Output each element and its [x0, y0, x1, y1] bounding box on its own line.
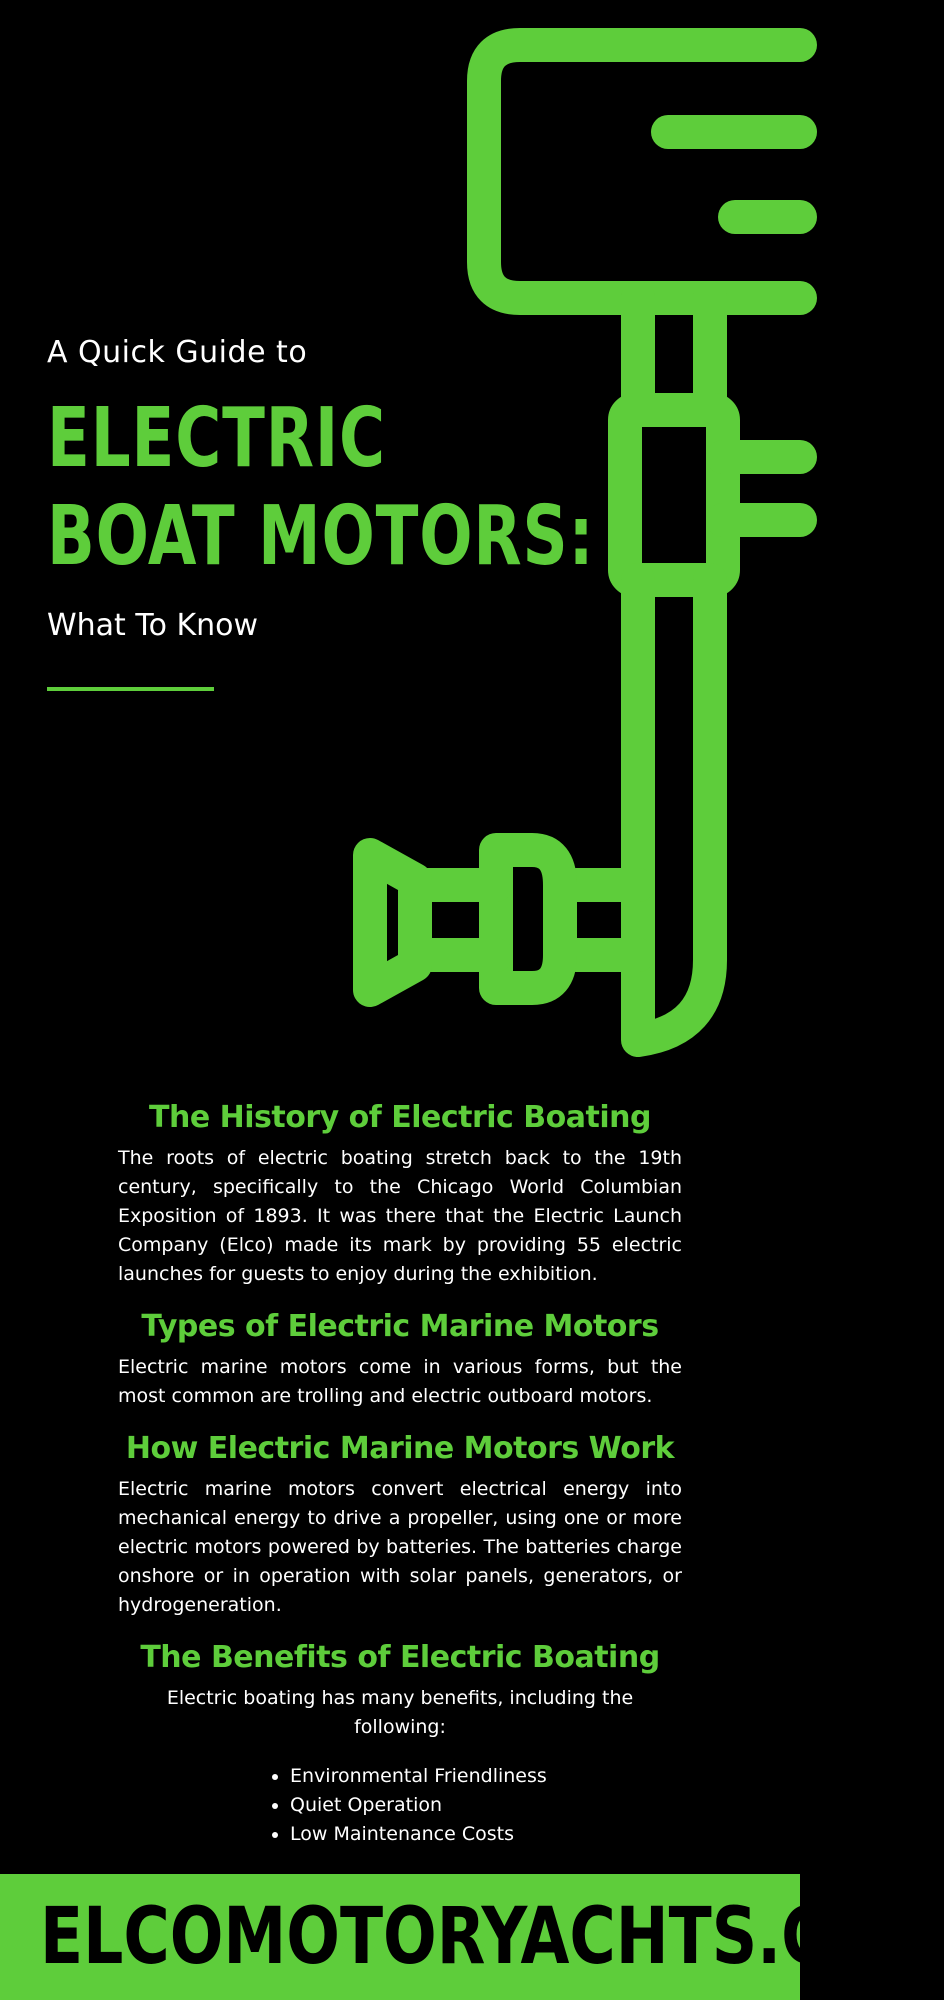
hero-subtitle: What To Know [47, 608, 259, 643]
hero-title [47, 390, 595, 586]
hero [47, 335, 607, 691]
hero-title-line1: ELECTRIC [47, 391, 386, 486]
list-item: • Low Maintenance Costs [290, 1820, 682, 1849]
footer-banner [0, 1874, 944, 2000]
section-heading: The History of Electric Boating [149, 1100, 651, 1135]
list-item: • Environmental Friendliness [290, 1762, 682, 1791]
hero-divider [47, 687, 214, 691]
section-benefits [118, 1638, 682, 1849]
section-history [118, 1098, 682, 1289]
section-heading: Types of Electric Marine Motors [141, 1309, 659, 1344]
hero-title-line2: BOAT MOTORS: [47, 489, 595, 584]
content [118, 1098, 682, 1867]
section-body: Electric marine motors convert electrical energy into mechanical energy to drive a propeller, using one or more electric motors powered by batteries. The batteries charge onshore or in operation with solar panels, generators, or hydrogeneration. [118, 1478, 682, 1616]
section-body: The roots of electric boating stretch back to the 19th century, specifically to the Chicago World Columbian Exposition of 1893. It was there that the Electric Launch Company (Elco) made its mark by providing 55 electric launches for guests to enjoy during the exhibition. [118, 1147, 682, 1285]
hero-kicker: A Quick Guide to [47, 335, 308, 370]
benefits-list [118, 1762, 682, 1849]
section-heading: The Benefits of Electric Boating [140, 1640, 660, 1675]
footer-site-url[interactable]: ELCOMOTORYACHTS.COM [40, 1892, 944, 1982]
list-item: • Quiet Operation [290, 1791, 682, 1820]
section-body: Electric marine motors come in various forms, but the most common are trolling and electric outboard motors. [118, 1356, 682, 1407]
section-how-it-works [118, 1429, 682, 1620]
section-types [118, 1307, 682, 1411]
section-heading: How Electric Marine Motors Work [125, 1431, 675, 1466]
section-body: Electric boating has many benefits, including the following: [166, 1687, 634, 1738]
